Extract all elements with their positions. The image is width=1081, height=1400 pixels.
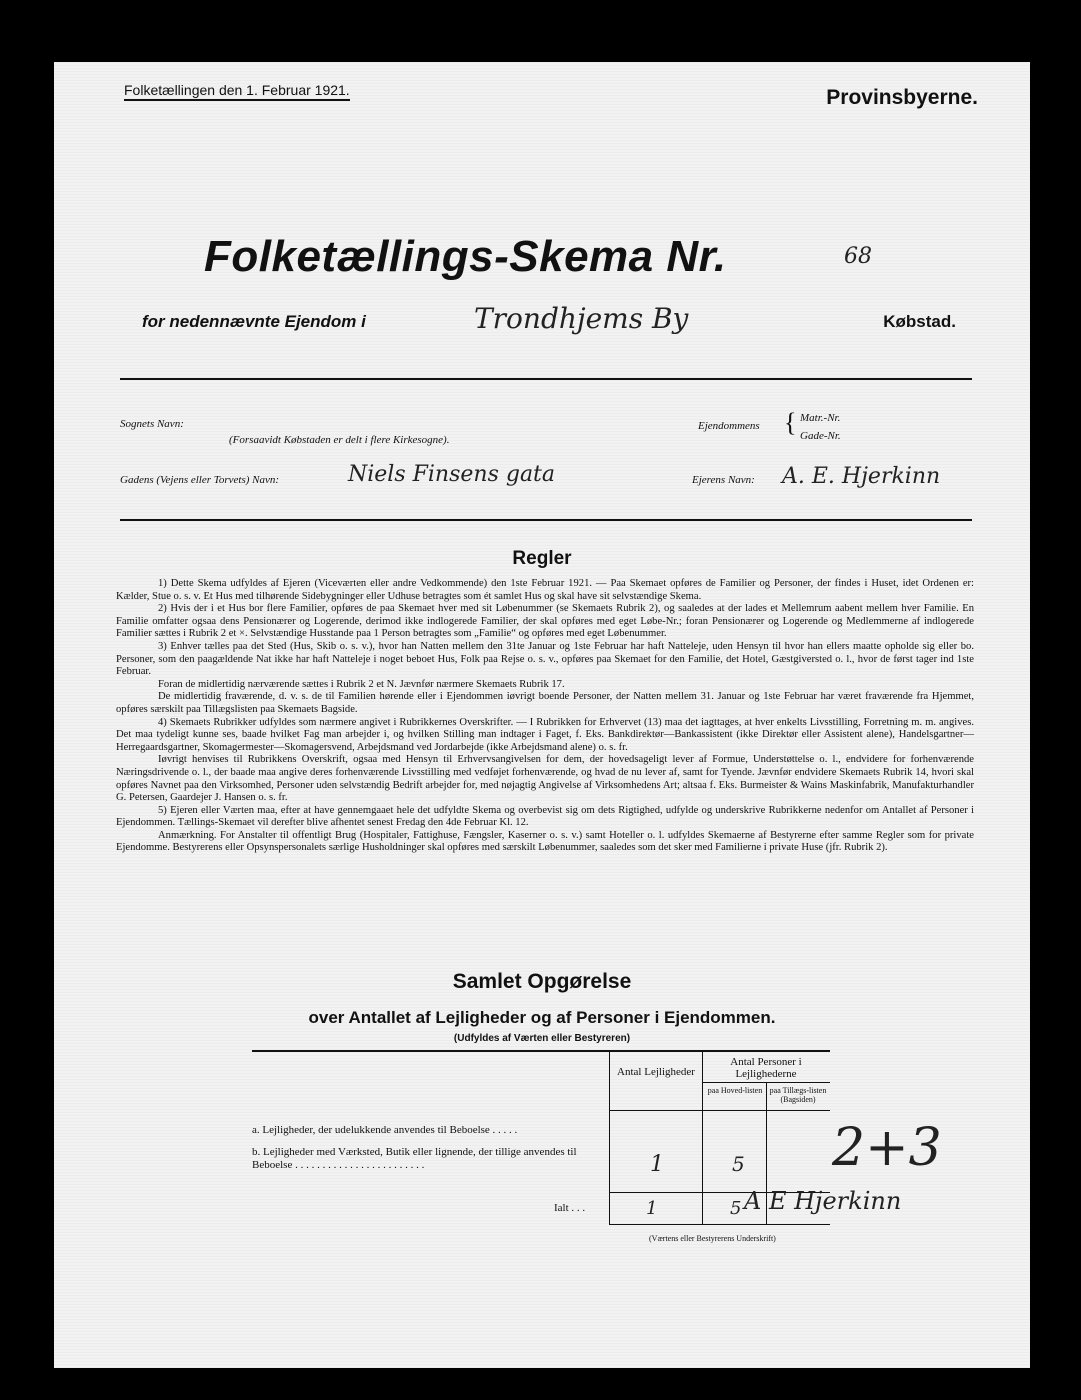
rule-paragraph: Iøvrigt henvises til Rubrikkens Overskrift, ogsaa med Hensyn til Erhvervsangivelsen for dem, der hovedsageligt lever af Formue, Understøttelse o. l., endvidere for forhenværende Næringsdrivende o. l., der baade maa angive deres forhenværende Livsstilling med vedføjet forhenværende, og hvad de nu lever af, samt for Tyende. Jævnfør endvidere Skemaets Rubrik 14, hvori skal opføres Navnet paa den Virksomhed, Personer uden selvstændig Bedrift arbejder for, med nøjagtig Angivelse af Virksomhedens Art; altsaa f. Eks. Burmeister & Wains Maskinfabrik, Manufakturhandler G. Petersen, Gaardejer J. Hansen o. s. fr. bbox=[116, 754, 974, 804]
matr-label: Matr.-Nr. bbox=[800, 412, 841, 424]
rule-paragraph: 3) Enhver tælles paa det Sted (Hus, Skib o. s. v.), hvor han Natten mellem den 31te Januar og 1ste Februar har haft Natteleje, uden Hensyn til hvor han ellers maatte opholde sig eller bo. Personer, som den paagældende Nat ikke har haft Natteleje i noget beboet Hus, Folk paa Rejse o. s. v., opføres paa Skemaet for den Familie, det Hotel, Gæstgiversted o. l., hvor de først tager ind 1ste Februar. bbox=[116, 640, 974, 678]
summary-note: (Udfyldes af Værten eller Bestyreren) bbox=[453, 1033, 631, 1044]
signature-label: (Værtens eller Bestyrerens Underskrift) bbox=[649, 1234, 776, 1243]
row-b-hoved-handwritten: 5 bbox=[732, 1152, 745, 1176]
col-personer-header: Antal Personer i Lejlighederne bbox=[730, 1056, 802, 1080]
col-tillaeg-header: paa Tillægs-listen (Bagsiden) bbox=[769, 1086, 827, 1104]
kobstad-label: Købstad. bbox=[883, 312, 956, 331]
rule-paragraph: 5) Ejeren eller Værten maa, efter at have gennemgaaet hele det udfyldte Skema og overbevist sig om dets Rigtighed, udfylde og underskrive Rubrikkerne nedenfor om Antallet af Personer i Ejendommen. Tællings-Skemaet vil derefter blive afhentet senest Fredag den 4de Februar Kl. 12. bbox=[116, 804, 974, 829]
table-head-rule bbox=[609, 1110, 830, 1111]
rule-paragraph: Foran de midlertidig nærværende sættes i Rubrik 2 et N. Jævnfør nærmere Skemaets Rubrik 17. bbox=[158, 678, 565, 690]
gade-handwritten: Niels Finsens gata bbox=[348, 462, 556, 487]
divider-bottom bbox=[120, 519, 972, 521]
summary-title: Samlet Opgørelse bbox=[452, 970, 632, 993]
brace-mark: { bbox=[784, 408, 797, 437]
col-antal-header: Antal Lejligheder bbox=[617, 1066, 695, 1078]
region-header: Provinsbyerne. bbox=[826, 86, 978, 109]
row-ialt-label: Ialt . . . bbox=[554, 1202, 586, 1214]
ialt-hoved-handwritten: 5 bbox=[730, 1198, 742, 1219]
table-col-rule bbox=[702, 1052, 703, 1224]
rules-title: Regler bbox=[512, 548, 572, 569]
rule-paragraph: 1) Dette Skema udfyldes af Ejeren (Viceværten eller andre Vedkommende) den 1ste Februar 1921. — Paa Skemaet opføres de Familier og Personer, der findes i Huset, idet Ordenen er: Kælder, Stue o. s. v. Et Hus med tilhørende Sidebygninger eller Udhuse betragtes som ét samlet Hus og skal have sit selvstændige Skema. bbox=[116, 578, 974, 602]
col-hoved-header: paa Hoved-listen bbox=[707, 1086, 763, 1095]
row-a-label: a. Lejligheder, der udelukkende anvendes til Beboelse . . . . . bbox=[252, 1124, 518, 1136]
row-b-antal-handwritten: 1 bbox=[650, 1152, 664, 1177]
rule-paragraph: Anmærkning. For Anstalter til offentligt Brug (Hospitaler, Fattighuse, Fængsler, Kaserner o. s. v.) samt Hoteller o. l. udfyldes Skemaerne af Bestyrerne efter samme Regler som for private Ejendomme. Bestyrerens eller Opsynspersonalets særlige Husholdninger skal opføres med særskilt Løbenummer, saaledes som det sker med Familierne i private Huse (jfr. Rubrik 2). bbox=[116, 829, 974, 854]
signature-handwritten: A E Hjerkinn bbox=[744, 1187, 902, 1215]
ejer-handwritten: A. E. Hjerkinn bbox=[782, 464, 941, 489]
table-top-rule bbox=[252, 1050, 830, 1052]
ejer-label: Ejerens Navn: bbox=[692, 474, 755, 486]
sogn-note: (Forsaavidt Købstaden er delt i flere Kirkesogne). bbox=[229, 434, 450, 446]
form-title: Folketællings-Skema Nr. bbox=[204, 232, 727, 281]
sogn-label: Sognets Navn: bbox=[120, 418, 184, 430]
census-form-page bbox=[54, 62, 1030, 1368]
ejendom-label: Ejendommens bbox=[698, 420, 760, 432]
rule-paragraph: 4) Skemaets Rubrikker udfyldes som nærmere angivet i Rubrikkernes Overskrifter. — I Rubrikken for Erhvervet (13) maa det iagttages, at hver enkelts Livsstilling, Forretning m. m. angives. Det maa tydeligt kunne ses, baade hvilket Fag man arbejder i, og hvilken Stilling man indtager i Faget, f. Eks. Bankdirektør—Bankassistent (ikke Direktør eller Assistent alene), Handelsgartner—Herregaardsgartner, Skomagermester—Skomagersvend, Arbejdsmand ved Jordarbejde (ikke Arbejdsmand alene) o. s. fr. bbox=[116, 716, 974, 753]
skema-number-handwritten: 68 bbox=[844, 244, 872, 269]
table-bottom-rule bbox=[609, 1224, 830, 1225]
margin-note-handwritten: 2+3 bbox=[832, 1118, 942, 1178]
gade-nr-label: Gade-Nr. bbox=[800, 430, 841, 442]
divider-top bbox=[120, 378, 972, 380]
row-b-label: b. Lejligheder med Værksted, Butik eller lignende, der tillige anvendes til Beboelse . . . . . . . . . . . . . . . . . . . . . . . . bbox=[252, 1146, 577, 1171]
gade-label: Gadens (Vejens eller Torvets) Navn: bbox=[120, 474, 280, 486]
census-date-header: Folketællingen den 1. Februar 1921. bbox=[124, 82, 350, 101]
property-prefix: for nedennævnte Ejendom i bbox=[142, 312, 366, 331]
summary-subtitle: over Antallet af Lejligheder og af Personer i Ejendommen. bbox=[308, 1008, 776, 1027]
rule-paragraph: De midlertidig fraværende, d. v. s. de til Familien hørende eller i Ejendommen iøvrigt boende Personer, der Natten mellem 31. Januar og 1ste Februar har været fraværende fra Hjemmet, opføres særskilt paa Tillægslisten paa Skemaets Bagside. bbox=[116, 691, 974, 715]
ialt-antal-handwritten: 1 bbox=[646, 1198, 658, 1219]
table-col-rule bbox=[609, 1052, 610, 1224]
city-handwritten: Trondhjems By bbox=[474, 302, 689, 335]
rule-paragraph: 2) Hvis der i et Hus bor flere Familier, opføres de paa Skemaet hver med sit Løbenummer (se Skemaets Rubrik 2), og saaledes at der lades et Mellemrum aabent mellem hver Familie. En Familie omfatter ogsaa dens Pensionærer og Logerende, derimod ikke indlogerede Familier, der skal opføres med eget Løbe-Nr.; foran Pensionærer og Logerende og Medlemmerne af indlogerede Familier sættes i Rubrik 2 et ×. Selvstændige Husstande paa 1 Person betragtes som „Familie“ og opføres med eget Løbenummer. bbox=[116, 603, 974, 640]
rules-text bbox=[116, 578, 974, 855]
table-sub-rule bbox=[702, 1082, 830, 1083]
